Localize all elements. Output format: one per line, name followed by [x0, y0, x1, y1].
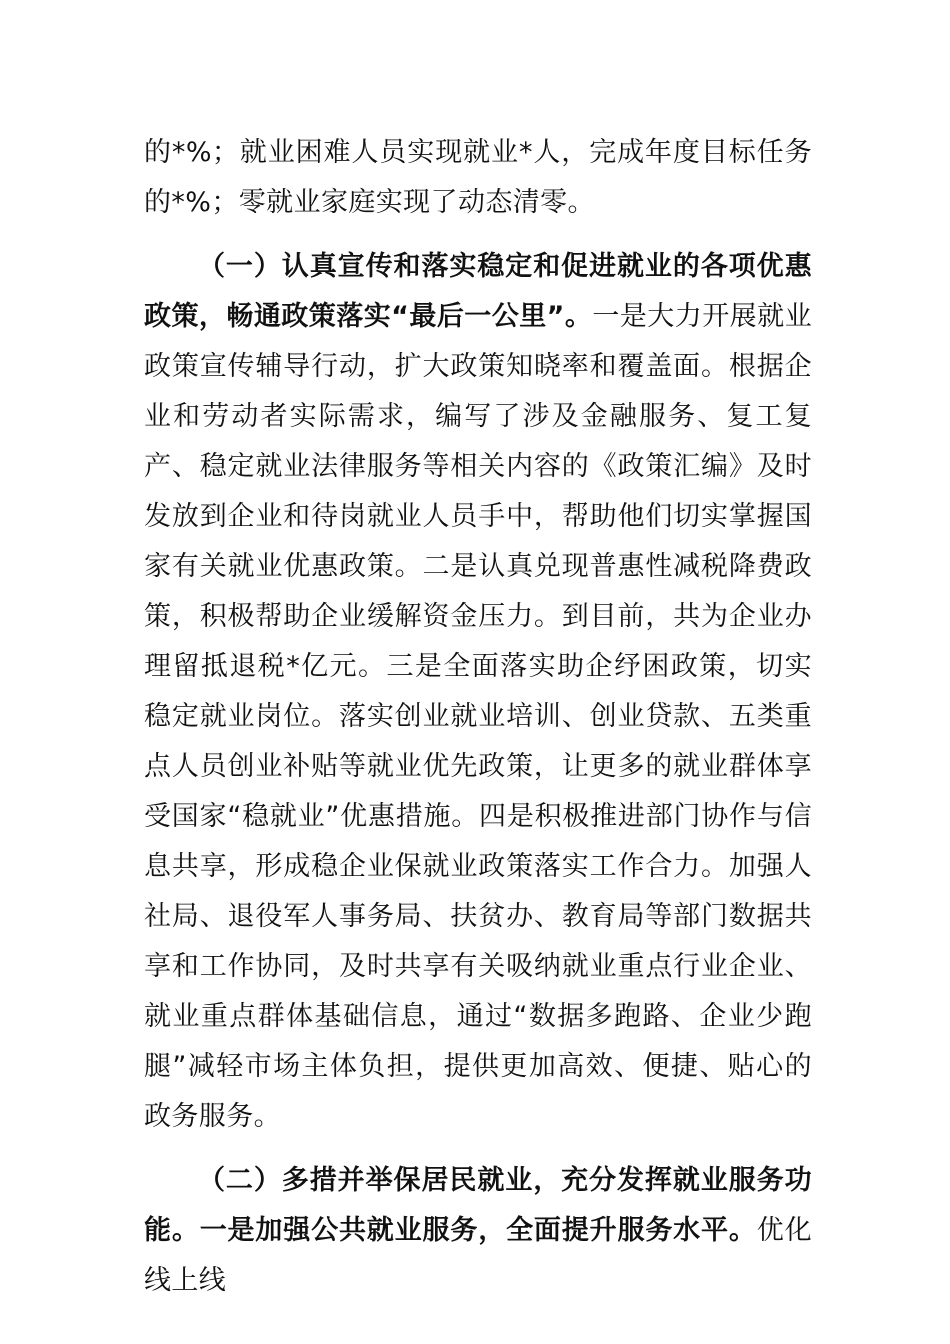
section-two-heading: （二）多措并举保居民就业，充分发挥就业服务功能。一是加强公共就业服务，全面提升服务水平。 — [144, 1165, 812, 1246]
document-page — [144, 128, 812, 1320]
paragraph-1-text: 的*%；就业困难人员实现就业*人，完成年度目标任务的*%；零就业家庭实现了动态清零。 — [144, 137, 812, 218]
paragraph-section-one — [144, 242, 812, 1142]
section-two-body: 优化线上线 — [144, 1215, 812, 1296]
section-one-body: 一是大力开展就业政策宣传辅导行动，扩大政策知晓率和覆盖面。根据企业和劳动者实际需求，编写了涉及金融服务、复工复产、稳定就业法律服务等相关内容的《政策汇编》及时发放到企业和待岗就业人员手中，帮助他们切实掌握国家有关就业优惠政策。二是认真兑现普惠性减税降费政策，积极帮助企业缓解资金压力。到目前，共为企业办理留抵退税*亿元。三是全面落实助企纾困政策，切实稳定就业岗位。落实创业就业培训、创业贷款、五类重点人员创业补贴等就业优先政策，让更多的就业群体享受国家“稳就业”优惠措施。四是积极推进部门协作与信息共享，形成稳企业保就业政策落实工作合力。加强人社局、退役军人事务局、扶贫办、教育局等部门数据共享和工作协同，及时共享有关吸纳就业重点行业企业、就业重点群体基础信息，通过“数据多跑路、企业少跑腿”减轻市场主体负担，提供更加高效、便捷、贴心的政务服务。 — [144, 301, 812, 1132]
paragraph-section-two — [144, 1156, 812, 1306]
paragraph-continuation — [144, 128, 812, 228]
section-one-heading: （一）认真宣传和落实稳定和促进就业的各项优惠政策，畅通政策落实“最后一公里”。 — [144, 251, 812, 332]
